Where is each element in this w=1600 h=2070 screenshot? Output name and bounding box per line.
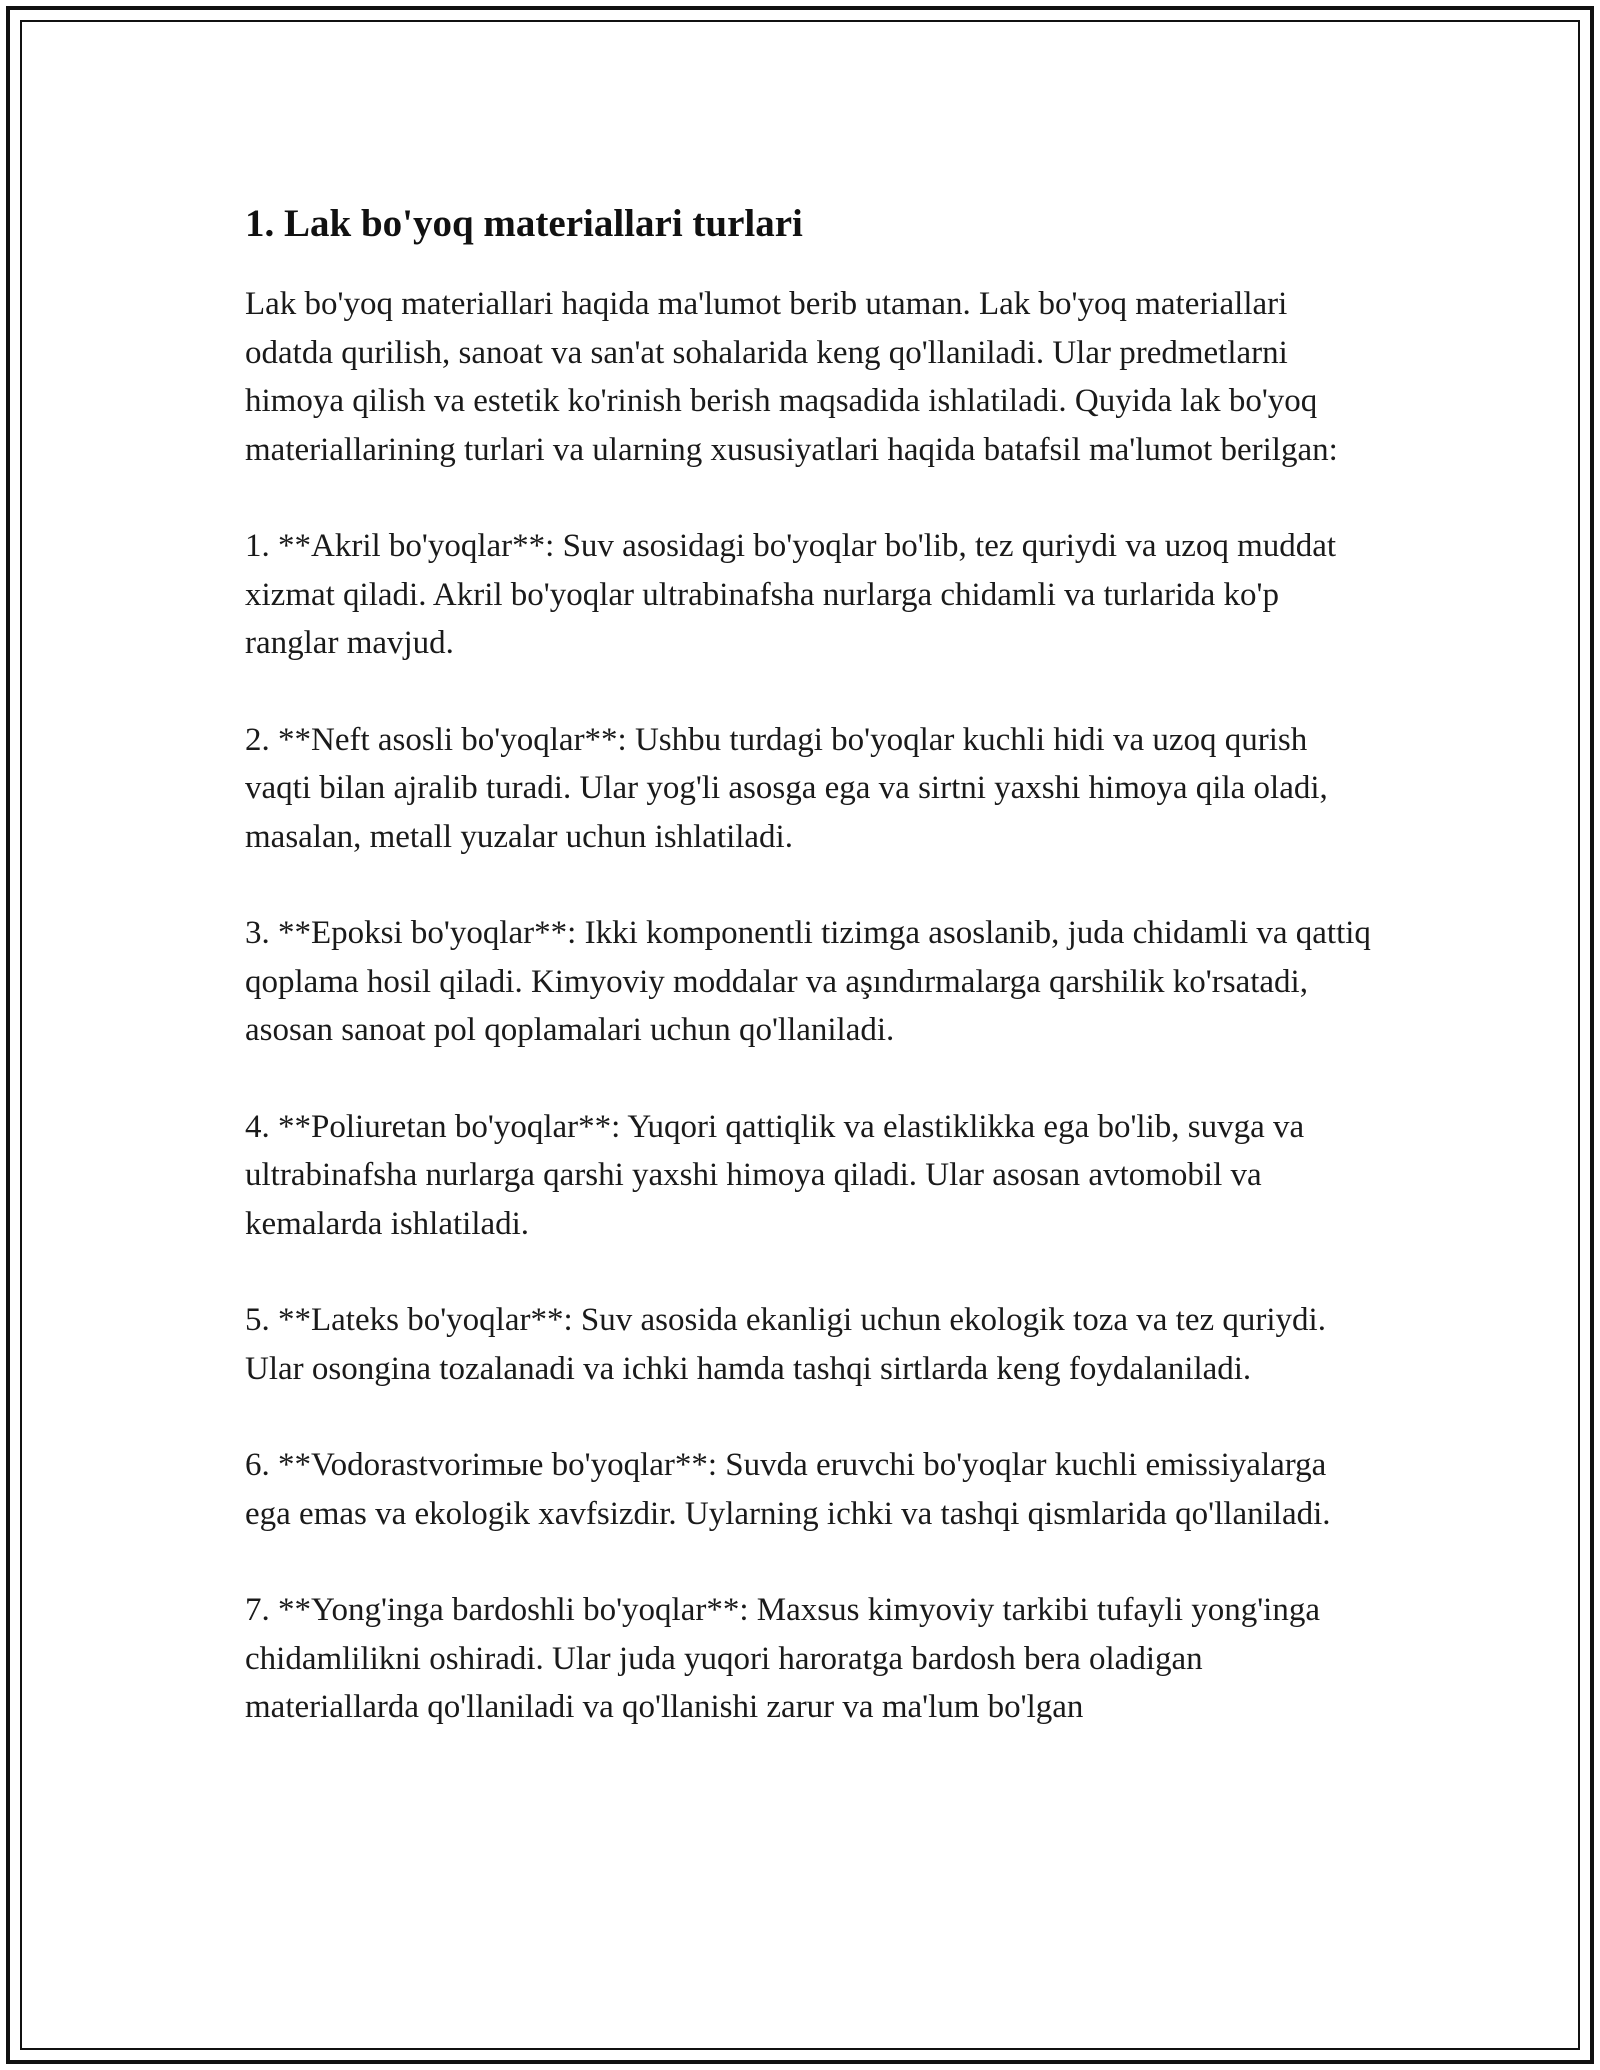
list-item-latex: 5. **Lateks bo'yoqlar**: Suv asosida ekanligi uchun ekologik toza va tez quriydi. Ular osongina tozalanadi va ichki hamda tashqi sirtlarda keng foydalaniladi. [245, 1302, 1326, 1387]
document-body [245, 196, 1375, 1732]
list-item-polyurethane: 4. **Poliuretan bo'yoqlar**: Yuqori qattiqlik va elastiklikka ega bo'lib, suvga va ultrabinafsha nurlarga qarshi yaxshi himoya qiladi. Ular asosan avtomobil va kemalarda ishlatiladi. [245, 1108, 1305, 1242]
list-item-water-soluble: 6. **Vodorastvorimые bo'yoqlar**: Suvda eruvchi bo'yoqlar kuchli emissiyalarga ega emas va ekologik xavfsizdir. Uylarning ichki va tashqi qismlarida qo'llaniladi. [245, 1447, 1331, 1532]
list-item-fire-resistant: 7. **Yong'inga bardoshli bo'yoqlar**: Maxsus kimyoviy tarkibi tufayli yong'inga chidamlilikni oshiradi. Ular juda yuqori haroratga bardosh bera oladigan materiallarda qo'llaniladi va qo'llanishi zarur va ma'lum bo'lgan [245, 1592, 1320, 1725]
intro-paragraph: Lak bo'yoq materiallari haqida ma'lumot berib utaman. Lak bo'yoq materiallari odatda qurilish, sanoat va san'at sohalarida keng qo'llaniladi. Ular predmetlarni himoya qilish va estetik ko'rinish berish maqsadida ishlatiladi. Quyida lak bo'yoq materiallarining turlari va ularning xususiyatlari haqida batafsil ma'lumot berilgan: [245, 286, 1338, 468]
list-item-oil-based: 2. **Neft asosli bo'yoqlar**: Ushbu turdagi bo'yoqlar kuchli hidi va uzoq qurish vaqti bilan ajralib turadi. Ular yog'li asosga ega va sirtni yaxshi himoya qila oladi, masalan, metall yuzalar uchun ishlatiladi. [245, 721, 1328, 855]
page-border [6, 6, 1594, 2064]
document-title: 1. Lak bo'yoq materiallari turlari [245, 202, 803, 245]
list-item-epoxy: 3. **Epoksi bo'yoqlar**: Ikki komponentli tizimga asoslanib, juda chidamli va qattiq qoplama hosil qiladi. Kimyoviy moddalar va aşındırmalarga qarshilik ko'rsatadi, asosan sanoat pol qoplamalari uchun qo'llaniladi. [245, 915, 1371, 1048]
list-item-acrylic: 1. **Akril bo'yoqlar**: Suv asosidagi bo'yoqlar bo'lib, tez quriydi va uzoq muddat xizmat qiladi. Akril bo'yoqlar ultrabinafsha nurlarga chidamli va turlarida ko'p ranglar mavjud. [245, 528, 1337, 661]
